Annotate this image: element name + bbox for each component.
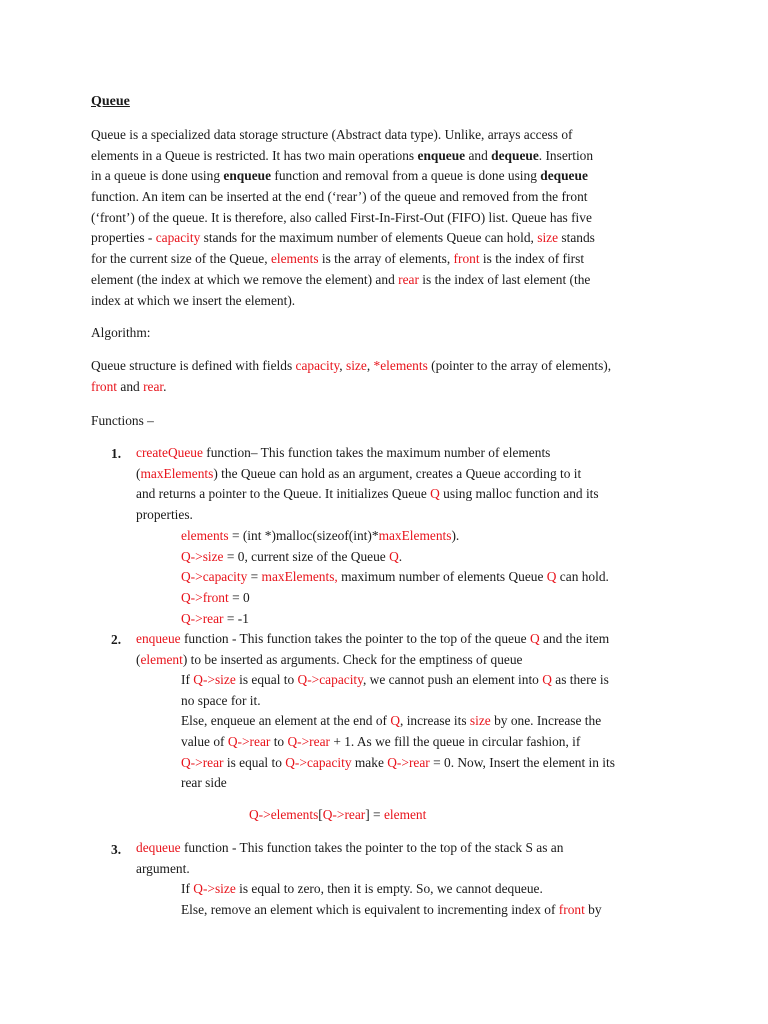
function-2-steps: If Q->size is equal to Q->capacity, we cannot push an element into Q as there is no space for it. Else, enqueue an element at the end of Q, increase its size by one. Increase the value of Q->rear to Q->rear + 1. As we fill the queue in circular fashion, if Q->rear is equal to Q->capacity make Q->rear = 0. Now, Insert the element in its rear side <box>181 672 615 791</box>
functions-heading: Functions – <box>91 413 154 428</box>
function-1-code: elements = (int *)malloc(sizeof(int)*maxElements). Q->size = 0, current size of the Queue Q. Q->capacity = maxElements, maximum number of elements Queue Q can hold. Q->front = 0 Q->rear = -1 <box>181 528 609 626</box>
function-1-description: createQueue function– This function takes the maximum number of elements (maxElements) the Queue can hold as an argument, creates a Queue according to it and returns a pointer to the Queue. It initializes Queue Q using malloc function and its properties. <box>136 445 599 523</box>
algorithm-heading: Algorithm: <box>91 325 151 340</box>
intro-line-4: function. An item can be inserted at the end (‘rear’) of the queue and removed from the front <box>91 189 588 205</box>
enqueue-code-line: Q->elements[Q->rear] = element <box>249 807 427 822</box>
intro-line-2: elements in a Queue is restricted. It has two main operations enqueue and dequeue. Insertion <box>91 147 594 163</box>
intro-line-6: properties - capacity stands for the maximum number of elements Queue can hold, size stands <box>91 230 595 246</box>
intro-line-5: (‘front’) of the queue. It is therefore, also called First-In-First-Out (FIFO) list. Queue has five <box>91 209 592 225</box>
list-number-1: 1. <box>111 446 122 461</box>
function-3-description: dequeue function - This function takes the pointer to the top of the stack S as an argument. <box>136 840 564 876</box>
intro-line-3: in a queue is done using enqueue function and removal from a queue is done using dequeue <box>91 168 588 184</box>
intro-line-9: index at which we insert the element). <box>91 292 296 308</box>
intro-paragraph <box>91 125 691 311</box>
list-number-3: 3. <box>111 842 122 857</box>
structure-line-1: Queue structure is defined with fields capacity, size, *elements (pointer to the array of elements), <box>91 358 612 373</box>
intro-line-8: element (the index at which we remove the element) and rear is the index of last element (the <box>91 271 591 287</box>
page-title: Queue <box>91 94 130 109</box>
intro-line-1: Queue is a specialized data storage structure (Abstract data type). Unlike, arrays access of <box>91 127 573 142</box>
function-2-description: enqueue function - This function takes the pointer to the top of the queue Q and the item (element) to be inserted as arguments. Check for the emptiness of queue <box>136 631 610 667</box>
structure-paragraph <box>91 356 691 397</box>
structure-line-2: front and rear. <box>91 378 167 394</box>
function-3-steps: If Q->size is equal to zero, then it is empty. So, we cannot dequeue. Else, remove an element which is equivalent to incrementing index of front by <box>181 881 602 917</box>
list-number-2: 2. <box>111 632 122 647</box>
intro-line-7: for the current size of the Queue, elements is the array of elements, front is the index of first <box>91 251 585 267</box>
